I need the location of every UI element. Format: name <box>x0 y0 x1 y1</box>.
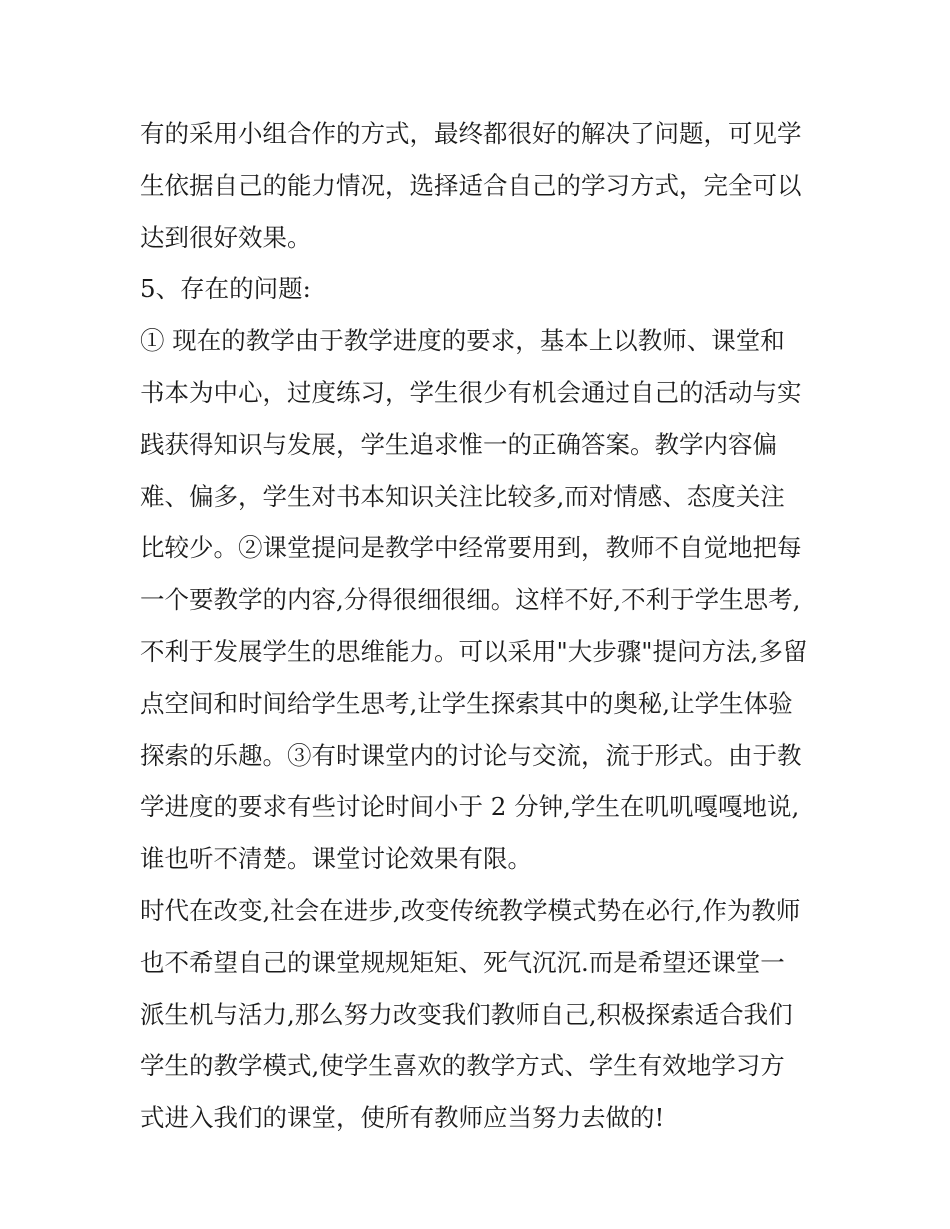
body-text <box>140 108 820 1144</box>
text-line: 谁也听不清楚。课堂讨论效果有限。 <box>140 844 532 874</box>
text-line: 书本为中心，过度练习，学生很少有机会通过自己的活动与实 <box>140 377 802 407</box>
text-line: 学进度的要求有些讨论时间小于 2 分钟,学生在叽叽嘎嘎地说, <box>140 792 800 822</box>
text-line: ① 现在的教学由于教学进度的要求，基本上以教师、课堂和 <box>140 326 785 356</box>
section-heading: 5、存在的问题: <box>140 274 311 304</box>
text-line: 学生的教学模式,使学生喜欢的教学方式、学生有效地学习方 <box>140 1051 785 1081</box>
text-line: 不利于发展学生的思维能力。可以采用"大步骤"提问方法,多留 <box>140 636 808 666</box>
text-line: 式进入我们的课堂，使所有教师应当努力去做的! <box>140 1103 665 1133</box>
text-line: 生依据自己的能力情况，选择适合自己的学习方式，完全可以 <box>140 170 802 200</box>
text-line: 探索的乐趣。③有时课堂内的讨论与交流，流于形式。由于教 <box>140 740 802 770</box>
text-line: 也不希望自己的课堂规规矩矩、死气沉沉.而是希望还课堂一 <box>140 947 785 977</box>
text-line: 一个要教学的内容,分得很细很细。这样不好,不利于学生思考, <box>140 585 801 615</box>
text-line: 比较少。②课堂提问是教学中经常要用到，教师不自觉地把每 <box>140 533 802 563</box>
text-line: 时代在改变,社会在进步,改变传统教学模式势在必行,作为教师 <box>140 895 801 925</box>
text-line: 难、偏多，学生对书本知识关注比较多,而对情感、态度关注 <box>140 481 785 511</box>
text-line: 践获得知识与发展，学生追求惟一的正确答案。教学内容偏 <box>140 429 777 459</box>
text-line: 派生机与活力,那么努力改变我们教师自己,积极探索适合我们 <box>140 999 793 1029</box>
text-line: 达到很好效果。 <box>140 222 312 252</box>
text-line: 点空间和时间给学生思考,让学生探索其中的奥秘,让学生体验 <box>140 688 793 718</box>
text-line: 有的采用小组合作的方式，最终都很好的解决了问题，可见学 <box>140 119 802 148</box>
